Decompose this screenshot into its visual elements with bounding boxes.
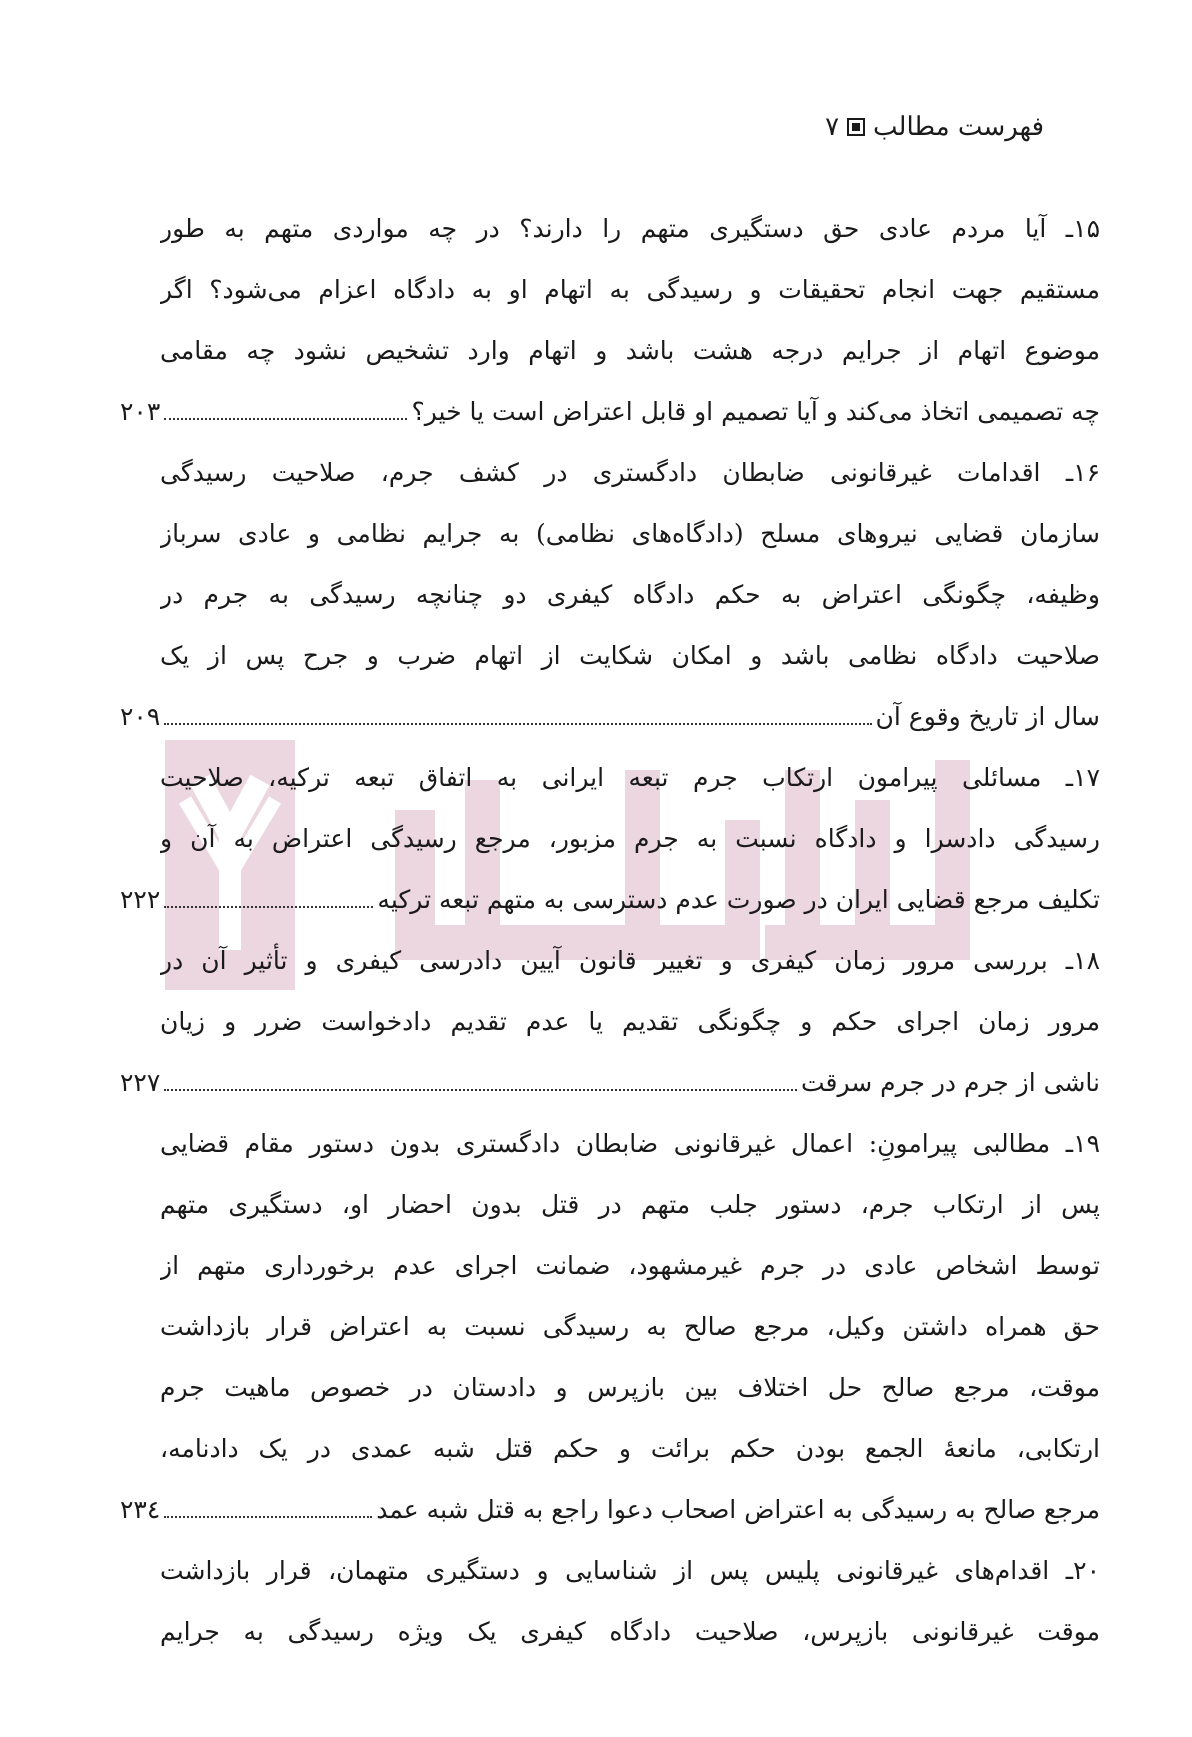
header-square-icon	[847, 118, 865, 136]
dot-leader	[164, 1089, 797, 1091]
toc-entry-15[interactable]	[120, 198, 1100, 442]
toc-entry-19[interactable]	[120, 1113, 1100, 1540]
toc-line: ۱۷ـ مسائلی پیرامون ارتکاب جرم تبعه ایرانی به اتفاق تبعه ترکیه، صلاحیت	[160, 763, 1100, 792]
toc-line: حق همراه داشتن وکیل، مرجع صالح به رسیدگی نسبت به اعتراض قرار بازداشت	[160, 1312, 1100, 1341]
toc-page-number: ۲۰۳	[120, 397, 161, 426]
toc-line: موقت، مرجع صالح حل اختلاف بین بازپرس و دادستان در خصوص ماهیت جرم	[160, 1373, 1100, 1402]
toc-line: سال از تاریخ وقوع آن	[875, 702, 1100, 731]
toc-line: ۱۹ـ مطالبی پیرامونِ: اعمال غیرقانونی ضابطان دادگستری بدون دستور مقام قضایی	[160, 1129, 1100, 1158]
toc-line: پس از ارتکاب جرم، دستور جلب متهم در قتل بدون احضار او، دستگیری متهم	[160, 1190, 1100, 1219]
toc-last-line	[120, 1479, 1100, 1540]
toc-entry-17[interactable]	[120, 747, 1100, 930]
running-header	[825, 112, 1044, 142]
toc-line: مرجع صالح به رسیدگی به اعتراض اصحاب دعوا راجع به قتل شبه عمد	[376, 1495, 1100, 1524]
toc-last-line	[120, 1052, 1100, 1113]
toc-line: چه تصمیمی اتخاذ می‌کند و آیا تصمیم او قابل اعتراض است یا خیر؟	[411, 397, 1100, 426]
toc-line: ناشی از جرم در جرم سرقت	[800, 1068, 1100, 1097]
toc-entry-20[interactable]	[160, 1540, 1100, 1662]
toc-last-line	[120, 686, 1100, 747]
dot-leader	[164, 723, 871, 725]
toc-line: صلاحیت دادگاه نظامی باشد و امکان شکایت از اتهام ضرب و جرح پس از یک	[160, 641, 1100, 670]
dot-leader	[164, 418, 407, 420]
toc-last-line	[120, 869, 1100, 930]
toc-line: ۱۵ـ آیا مردم عادی حق دستگیری متهم را دارند؟ در چه مواردی متهم به طور	[160, 214, 1100, 243]
toc-line: رسیدگی دادسرا و دادگاه نسبت به جرم مزبور، مرجع رسیدگی اعتراض به آن و	[160, 824, 1100, 853]
toc-entry-18[interactable]	[120, 930, 1100, 1113]
toc-entry-16[interactable]	[120, 442, 1100, 747]
toc-line: سازمان قضایی نیروهای مسلح (دادگاه‌های نظامی) به جرایم نظامی و عادی سرباز	[160, 519, 1100, 548]
toc-page-number: ۲۲۲	[120, 885, 161, 914]
toc-page-number: ۲۰۹	[120, 702, 161, 731]
toc-line: مستقیم جهت انجام تحقیقات و رسیدگی به اتهام او به دادگاه اعزام می‌شود؟ اگر	[160, 275, 1100, 304]
toc-line: وظیفه، چگونگی اعتراض به حکم دادگاه کیفری دو چنانچه رسیدگی به جرم در	[160, 580, 1100, 609]
toc-line: ارتکابی، مانعهٔ الجمع بودن حکم برائت و حکم قتل شبه عمدی در یک دادنامه،	[160, 1434, 1100, 1463]
header-page-number: ۷	[825, 112, 840, 142]
dot-leader	[164, 1516, 372, 1518]
toc-line: توسط اشخاص عادی در جرم غیرمشهود، ضمانت اجرای عدم برخورداری متهم از	[160, 1251, 1100, 1280]
toc-line: تکلیف مرجع قضایی ایران در صورت عدم دسترسی به متهم تبعه ترکیه	[377, 885, 1100, 914]
header-title: فهرست مطالب	[873, 112, 1044, 142]
toc-line: موضوع اتهام از جرایم درجه هشت باشد و اتهام وارد تشخیص نشود چه مقامی	[160, 336, 1100, 365]
toc-page-number: ۲۳٤	[120, 1495, 161, 1524]
toc-last-line	[120, 381, 1100, 442]
table-of-contents	[120, 198, 1100, 1662]
toc-line: موقت غیرقانونی بازپرس، صلاحیت دادگاه کیفری یک ویژه رسیدگی به جرایم	[160, 1617, 1100, 1646]
toc-page-number: ۲۲۷	[120, 1068, 161, 1097]
toc-line: ۱۸ـ بررسی مرور زمان کیفری و تغییر قانون آیین دادرسی کیفری و تأثیر آن در	[160, 946, 1100, 975]
toc-line: ۱۶ـ اقدامات غیرقانونی ضابطان دادگستری در کشف جرم، صلاحیت رسیدگی	[160, 458, 1100, 487]
dot-leader	[164, 906, 373, 908]
toc-line: ۲۰ـ اقدام‌های غیرقانونی پلیس پس از شناسایی و دستگیری متهمان، قرار بازداشت	[160, 1556, 1100, 1585]
toc-line: مرور زمان اجرای حکم و چگونگی تقدیم یا عدم تقدیم دادخواست ضرر و زیان	[160, 1007, 1100, 1036]
